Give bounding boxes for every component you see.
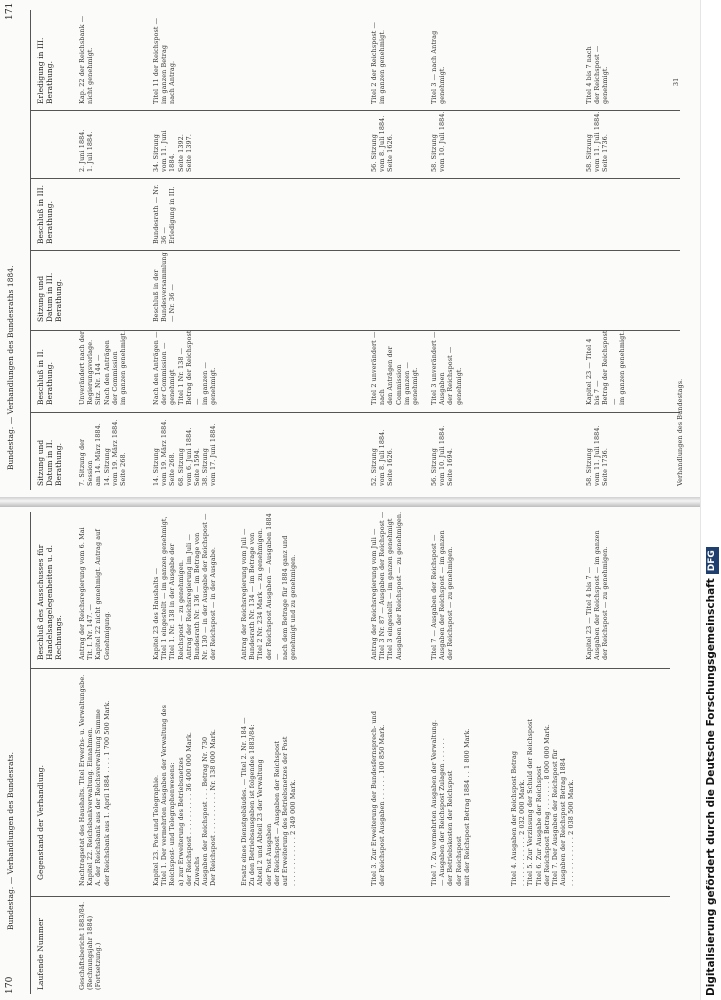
right-row-result-5: Titel 4 bis 7 nach der Reichspost — genehmigt.: [585, 45, 610, 104]
right-running-head: Bundestag. — Verhandlungen des Bundesraths 1884.: [6, 265, 15, 470]
right-page-number: 171: [5, 2, 15, 20]
left-row-subject-6: Titel 4. Ausgaben der Reichspost Betrag . . . . . . . . . . . . 2 032 000 Mark. Titel 5. Zur Verzinsung der Schuld der Reichspost Titel 6. Zur Ausgabe der Reichspost der Reichspost Betrag . . . . . . . 8 000 000 Mark. Titel 7. Der Ausgaben der Reichspost für Ausgaben der Reichspost Betrag 1884 . . . . . . . . . . . . 2 038 500 Mark.: [510, 718, 576, 886]
right-row-final-2: 34. Sitzung vom 11. Juni 1884. Seite 1392. Seite 1397.: [152, 130, 193, 172]
left-row-decision-5: Titel 7 — Ausgaben der Reichspost — Ausgaben der Reichspost — im ganzen der Reichspost — zu genehmigen.: [430, 530, 455, 660]
left-row-decision-2: Kapitel 23 des Haushalts — Titel 1 eingestellt — im ganzen genehmigt, Titel 1. Nr. 138 in der Ausgabe der Reichspost — zu genehmigen. Antrag der Reichsregierung im Juli — Bundesrath Nr. 136 — im Betrage von Nr. 130 — in der Ausgabe der Reichspost — der Reichspost — in der Ausgabe.: [152, 513, 218, 660]
left-col-header-decision: Beschluß des Ausschusses für Handelsangelegenheiten u. d. Rechnungs.: [36, 544, 63, 660]
dfg-logo: DFG: [706, 547, 719, 574]
left-row-decision-4: Antrag der Reichsregierung vom Juli — Titel 3 Nr. 87 — Ausgaben der Reichspost — Titel 3 eingestellt — im ganzen genehmigt Ausgaben der Reichspost — zu genehmigen.: [370, 511, 403, 660]
right-row-decision3-2: Bundesrath — Nr. 36 — Erledigung in III.: [152, 184, 177, 244]
right-row-session-2: 14. Sitzung vom 19. März 1884. Seite 268. 68. Sitzung vom 6. Juni 1884. Seite 1594. 38. Sitzung vom 17. Juni 1884.: [152, 419, 218, 486]
right-row-decision2-5: Kapitel 23 — Titel 4 bis 7 — Betrag der Reichspost — im ganzen genehmigt.: [585, 330, 626, 405]
digitization-sidebar: [700, 0, 721, 1000]
right-column-rule-3: [30, 250, 680, 251]
left-row-subject-4: Titel 3. Zur Erweiterung der Bundesfernsprech- und der Reichspost Ausgaben . . . . . . 100 850 Mark.: [370, 710, 387, 886]
right-row-session-5: 58. Sitzung vom 11. Juli 1884. Seite 1736.: [585, 425, 610, 486]
credit-text: Digitalisierung gefördert durch die Deutsche Forschungsgemeinschaft: [705, 578, 717, 996]
right-row-session-1: 7. Sitzung der Session am 14. März 1884. 14. Sitzung vom 19. März 1884. Seite 268.: [78, 419, 128, 486]
left-row-num-1: Geschäftsbericht 1883/84. (Rechnungsjahr 1884) (Fortsetzung.): [78, 901, 103, 990]
left-running-head: Bundestag. — Verhandlungen des Bundesrats.: [6, 751, 15, 930]
left-page-number: 170: [5, 976, 15, 994]
right-column-rule-4: [30, 178, 680, 179]
right-col-header-session3: Sitzung und Datum in III. Berathung.: [36, 272, 63, 322]
right-row-final-4: 58. Sitzung vom 10. Juli 1884.: [430, 111, 447, 172]
right-column-rule-2: [30, 330, 680, 331]
book-gutter: [0, 497, 700, 507]
right-row-decision2-4: Titel 3 unverändert — Ausgaben der Reichspost — genehmigt.: [430, 331, 463, 405]
right-row-result-3: Titel 2 der Reichspost — im ganzen genehmigt.: [370, 21, 387, 104]
left-row-subject-3: Ersatz eines Dienstgebäudes. — Titel 2. Nr. 184 — Zu den Betriebsausgaben ist folgendes 1883/84: Abteil 2 und Abteil 23 der Verwaltung der Post Ausgaben der Reichspost — Ausgaben der Reichspost auf Erweiterung des Betriebsnetzes der Post . . . . . . . . . . . . 2 349 000 Mark.: [240, 717, 298, 886]
right-column-rule-5: [30, 110, 680, 111]
left-col-header-num: Laufende Nummer: [36, 917, 45, 990]
right-row-final-5: 58. Sitzung vom 11. Juli 1884. Seite 1736.: [585, 111, 610, 172]
right-page-mark: 31: [672, 77, 680, 86]
right-row-session-4: 56. Sitzung vom 10. Juli 1884. Seite 1694.: [430, 425, 455, 486]
right-row-result-4: Titel 3 — nach Antrag genehmigt.: [430, 30, 447, 104]
right-col-header-session: Sitzung und Datum in II. Berathung.: [36, 439, 63, 486]
right-row-final-1: 2. Juni 1884. 1. Juli 1884.: [78, 129, 95, 172]
left-column-rule-2: [30, 668, 670, 669]
right-column-rule-1: [30, 412, 680, 413]
left-column-rule-1: [30, 896, 670, 897]
right-row-decision2-2: Nach den Anträgen — der Commission — genehmigt Titel 1 Nr. 138 — Betrag der Reichspost — im ganzen — genehmigt.: [152, 330, 218, 405]
right-row-decision2-1: Unverändert nach der Regierungsvorlage. Sitz. Nr. 144 — Nach den Anträgen der Commission im ganzen genehmigt.: [78, 330, 128, 405]
right-page-footer: Verhandlungen des Bundestags.: [676, 378, 684, 486]
right-row-session3-2: Beschluß in der Bundesversammlung — Nr. 36 —: [152, 252, 177, 322]
right-row-decision2-3: Titel 2 unverändert — nach den Anträgen der Commission im ganzen — genehmigt.: [370, 331, 420, 405]
right-col-header-decision2: Beschluß in II. Berathung.: [36, 348, 54, 405]
left-row-subject-5: Titel 7. Zu vermehrten Ausgaben der Verwaltung. — Ausgaben der Reichspost Zulagen . . . . . . der Betriebskosten der Reichspost der Reichspost mit der Reichspost Betrag 1884 . . 1 800 Mark.: [430, 719, 471, 886]
right-row-result-1: Kap. 22 der Reichsbank — nicht genehmigt.: [78, 15, 95, 104]
left-row-subject-2: Kapitel 23. Post und Telegraphie. Titel 1. Der vermehrten Ausgaben der Verwaltung des Reichspost- und Telegraphenwesens: a) zur Erweiterung des Betriebsnetzes der Reichspost . . . . . . . . . . 36 400 000 Mark. Zuwachs Ausgaben der Reichspost . . . Betrag Nr. 730 Der Reichspost . . . . . . . . . . Nr. 138 000 Mark.: [152, 704, 218, 886]
digitization-credit: [705, 6, 719, 996]
left-row-decision-1: Antrag der Reichsregierung vom 6. Mai Tit. I. Nr. 147. — Kapitel 22 nicht genehmigt. Antrag auf Genehmigung.: [78, 527, 111, 660]
right-row-result-2: Titel 11 der Reichspost — im ganzen Betrag nach Antrag.: [152, 17, 177, 104]
right-row-session-3: 52. Sitzung vom 8. Juli 1884. Seite 1626.: [370, 429, 395, 486]
left-row-decision-3: Antrag der Reichsregierung vom Juli — Bundesrath Nr. 134 — im Betrage von Titel 2 Nr. 234 Mark — zu genehmigen. der Reichspost Ausgaben — Ausgaben 1884 — nach dem Betrage für 1884 ganz und genehmigt und zu genehmigen.: [240, 513, 298, 660]
right-row-final-3: 56. Sitzung vom 8. Juli 1884. Seite 1626.: [370, 115, 395, 172]
left-row-subject-1: Nachtragsetat des Haushalts. Titel Erwerbs- u. Verwaltungsbe. Kapitel 22. Reichsbankverwaltung. Einnahmen. A. der Reichsbank aus der Reichsverwaltung Summe der Reichsbank aus 1. April 1884 . . . . 1 700 500 Mark.: [78, 674, 111, 886]
right-col-header-result: Erledigung in III. Berathung.: [36, 37, 54, 104]
left-col-header-subject: Gegenstand der Verhandlung.: [36, 764, 45, 880]
right-col-header-decision3: Beschluß in III. Berathung.: [36, 184, 54, 244]
left-header-rule: [30, 512, 31, 994]
left-row-decision-6: Kapitel 23 — Titel 4 bis 7 — Ausgaben der Reichspost — im ganzen der Reichspost — zu genehmigen.: [585, 530, 610, 660]
